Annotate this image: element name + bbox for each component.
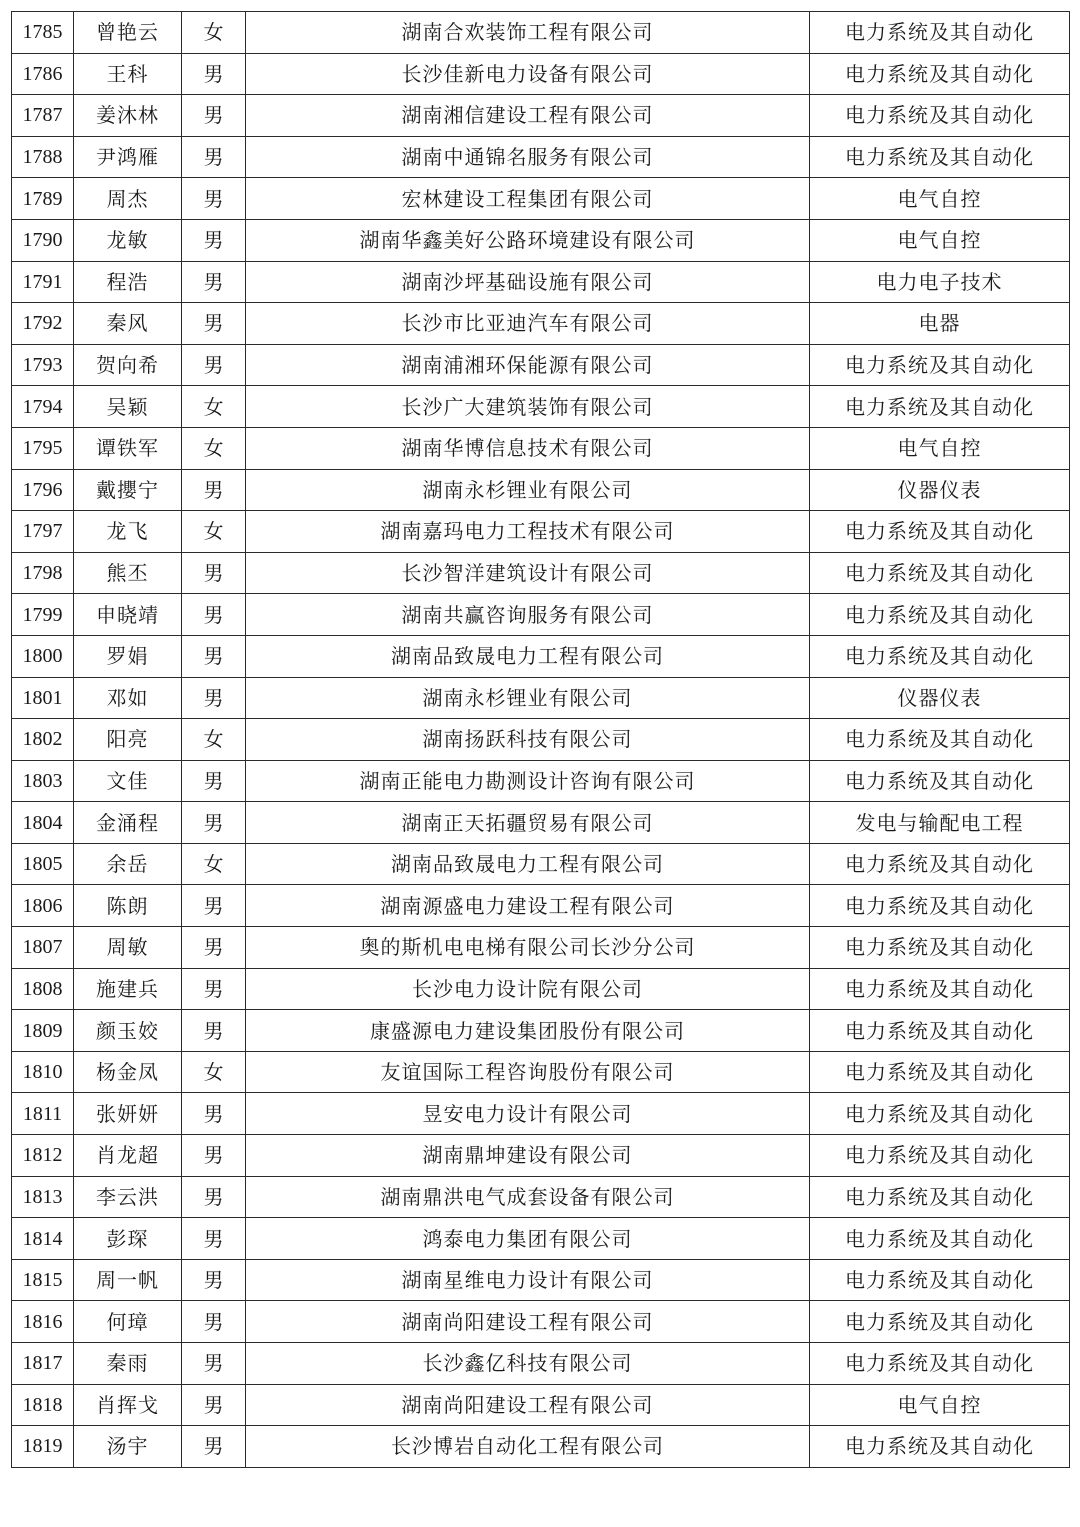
major-cell: 电气自控 [810,427,1070,469]
table-row [12,1051,1070,1093]
major-cell: 电力系统及其自动化 [810,719,1070,761]
major-cell: 电力系统及其自动化 [810,635,1070,677]
major-cell: 电力系统及其自动化 [810,927,1070,969]
company-cell: 湖南品致晟电力工程有限公司 [246,635,810,677]
company-cell: 长沙鑫亿科技有限公司 [246,1343,810,1385]
row-number-cell: 1813 [12,1176,74,1218]
company-cell: 宏林建设工程集团有限公司 [246,178,810,220]
gender-cell: 男 [182,95,246,137]
name-cell: 余岳 [74,843,182,885]
name-cell: 施建兵 [74,968,182,1010]
table-row [12,427,1070,469]
major-cell: 电力系统及其自动化 [810,1176,1070,1218]
gender-cell: 男 [182,1093,246,1135]
major-cell: 电力系统及其自动化 [810,1259,1070,1301]
gender-cell: 男 [182,802,246,844]
row-number-cell: 1816 [12,1301,74,1343]
gender-cell: 女 [182,719,246,761]
company-cell: 湖南星维电力设计有限公司 [246,1259,810,1301]
row-number-cell: 1806 [12,885,74,927]
table-row [12,885,1070,927]
name-cell: 周杰 [74,178,182,220]
row-number-cell: 1811 [12,1093,74,1135]
row-number-cell: 1819 [12,1426,74,1468]
gender-cell: 男 [182,1343,246,1385]
company-cell: 湖南源盛电力建设工程有限公司 [246,885,810,927]
major-cell: 电气自控 [810,219,1070,261]
company-cell: 湖南浦湘环保能源有限公司 [246,344,810,386]
gender-cell: 男 [182,1259,246,1301]
major-cell: 电力系统及其自动化 [810,885,1070,927]
name-cell: 周一帆 [74,1259,182,1301]
table-row [12,53,1070,95]
major-cell: 电力系统及其自动化 [810,1426,1070,1468]
row-number-cell: 1793 [12,344,74,386]
gender-cell: 男 [182,261,246,303]
row-number-cell: 1796 [12,469,74,511]
company-cell: 湖南品致晟电力工程有限公司 [246,843,810,885]
table-row [12,469,1070,511]
name-cell: 邓如 [74,677,182,719]
gender-cell: 男 [182,219,246,261]
gender-cell: 男 [182,927,246,969]
gender-cell: 男 [182,594,246,636]
table-row [12,178,1070,220]
gender-cell: 女 [182,843,246,885]
major-cell: 电力电子技术 [810,261,1070,303]
row-number-cell: 1803 [12,760,74,802]
major-cell: 电力系统及其自动化 [810,344,1070,386]
table-row [12,677,1070,719]
row-number-cell: 1818 [12,1384,74,1426]
major-cell: 电力系统及其自动化 [810,594,1070,636]
row-number-cell: 1792 [12,303,74,345]
table-row [12,719,1070,761]
company-cell: 长沙市比亚迪汽车有限公司 [246,303,810,345]
name-cell: 文佳 [74,760,182,802]
company-cell: 康盛源电力建设集团股份有限公司 [246,1010,810,1052]
major-cell: 仪器仪表 [810,469,1070,511]
name-cell: 秦雨 [74,1343,182,1385]
major-cell: 电力系统及其自动化 [810,1135,1070,1177]
name-cell: 周敏 [74,927,182,969]
name-cell: 申晓靖 [74,594,182,636]
major-cell: 电力系统及其自动化 [810,1010,1070,1052]
gender-cell: 女 [182,12,246,54]
row-number-cell: 1814 [12,1218,74,1260]
table-row [12,136,1070,178]
table-row [12,552,1070,594]
major-cell: 电力系统及其自动化 [810,760,1070,802]
major-cell: 电力系统及其自动化 [810,136,1070,178]
table-row [12,802,1070,844]
table-row [12,1384,1070,1426]
company-cell: 湖南合欢装饰工程有限公司 [246,12,810,54]
gender-cell: 男 [182,885,246,927]
name-cell: 何璋 [74,1301,182,1343]
company-cell: 奥的斯机电电梯有限公司长沙分公司 [246,927,810,969]
company-cell: 湖南沙坪基础设施有限公司 [246,261,810,303]
company-cell: 长沙广大建筑装饰有限公司 [246,386,810,428]
company-cell: 湖南尚阳建设工程有限公司 [246,1301,810,1343]
table-row [12,968,1070,1010]
table-row [12,594,1070,636]
row-number-cell: 1807 [12,927,74,969]
company-cell: 长沙智洋建筑设计有限公司 [246,552,810,594]
name-cell: 杨金凤 [74,1051,182,1093]
name-cell: 阳亮 [74,719,182,761]
table-row [12,843,1070,885]
major-cell: 电力系统及其自动化 [810,968,1070,1010]
name-cell: 李云洪 [74,1176,182,1218]
name-cell: 罗娟 [74,635,182,677]
name-cell: 熊丕 [74,552,182,594]
row-number-cell: 1795 [12,427,74,469]
company-cell: 湖南鼎洪电气成套设备有限公司 [246,1176,810,1218]
gender-cell: 男 [182,136,246,178]
table-row [12,1135,1070,1177]
name-cell: 尹鸿雁 [74,136,182,178]
table-row [12,95,1070,137]
row-number-cell: 1804 [12,802,74,844]
company-cell: 湖南尚阳建设工程有限公司 [246,1384,810,1426]
roster-table-body [12,12,1070,1468]
company-cell: 昱安电力设计有限公司 [246,1093,810,1135]
table-row [12,635,1070,677]
gender-cell: 男 [182,53,246,95]
row-number-cell: 1786 [12,53,74,95]
major-cell: 发电与输配电工程 [810,802,1070,844]
row-number-cell: 1817 [12,1343,74,1385]
gender-cell: 女 [182,511,246,553]
name-cell: 姜沐林 [74,95,182,137]
row-number-cell: 1815 [12,1259,74,1301]
row-number-cell: 1790 [12,219,74,261]
company-cell: 湖南永杉锂业有限公司 [246,469,810,511]
major-cell: 仪器仪表 [810,677,1070,719]
row-number-cell: 1800 [12,635,74,677]
major-cell: 电力系统及其自动化 [810,511,1070,553]
name-cell: 汤宇 [74,1426,182,1468]
company-cell: 长沙电力设计院有限公司 [246,968,810,1010]
major-cell: 电力系统及其自动化 [810,386,1070,428]
table-row [12,1093,1070,1135]
gender-cell: 男 [182,968,246,1010]
company-cell: 鸿泰电力集团有限公司 [246,1218,810,1260]
gender-cell: 男 [182,178,246,220]
name-cell: 肖龙超 [74,1135,182,1177]
name-cell: 张妍妍 [74,1093,182,1135]
row-number-cell: 1785 [12,12,74,54]
name-cell: 颜玉姣 [74,1010,182,1052]
company-cell: 湖南正能电力勘测设计咨询有限公司 [246,760,810,802]
name-cell: 程浩 [74,261,182,303]
major-cell: 电力系统及其自动化 [810,552,1070,594]
name-cell: 谭铁军 [74,427,182,469]
major-cell: 电力系统及其自动化 [810,1343,1070,1385]
gender-cell: 男 [182,677,246,719]
row-number-cell: 1801 [12,677,74,719]
name-cell: 陈朗 [74,885,182,927]
name-cell: 贺向希 [74,344,182,386]
row-number-cell: 1809 [12,1010,74,1052]
name-cell: 曾艳云 [74,12,182,54]
company-cell: 湖南扬跃科技有限公司 [246,719,810,761]
table-row [12,1218,1070,1260]
company-cell: 湖南华博信息技术有限公司 [246,427,810,469]
gender-cell: 男 [182,469,246,511]
row-number-cell: 1788 [12,136,74,178]
major-cell: 电力系统及其自动化 [810,1051,1070,1093]
table-row [12,927,1070,969]
company-cell: 湖南共赢咨询服务有限公司 [246,594,810,636]
table-row [12,1010,1070,1052]
row-number-cell: 1794 [12,386,74,428]
row-number-cell: 1805 [12,843,74,885]
row-number-cell: 1789 [12,178,74,220]
company-cell: 湖南永杉锂业有限公司 [246,677,810,719]
table-row [12,303,1070,345]
name-cell: 秦风 [74,303,182,345]
gender-cell: 男 [182,1135,246,1177]
gender-cell: 女 [182,386,246,428]
name-cell: 龙飞 [74,511,182,553]
row-number-cell: 1797 [12,511,74,553]
company-cell: 湖南嘉玛电力工程技术有限公司 [246,511,810,553]
major-cell: 电力系统及其自动化 [810,1093,1070,1135]
company-cell: 湖南中通锦名服务有限公司 [246,136,810,178]
row-number-cell: 1808 [12,968,74,1010]
company-cell: 长沙佳新电力设备有限公司 [246,53,810,95]
row-number-cell: 1812 [12,1135,74,1177]
company-cell: 湖南正天拓疆贸易有限公司 [246,802,810,844]
name-cell: 彭琛 [74,1218,182,1260]
row-number-cell: 1791 [12,261,74,303]
gender-cell: 男 [182,303,246,345]
row-number-cell: 1810 [12,1051,74,1093]
gender-cell: 男 [182,1301,246,1343]
gender-cell: 男 [182,1384,246,1426]
table-row [12,344,1070,386]
roster-table [11,11,1070,1468]
gender-cell: 男 [182,760,246,802]
table-row [12,261,1070,303]
major-cell: 电气自控 [810,1384,1070,1426]
gender-cell: 男 [182,1426,246,1468]
name-cell: 龙敏 [74,219,182,261]
gender-cell: 男 [182,1218,246,1260]
table-row [12,386,1070,428]
gender-cell: 男 [182,635,246,677]
company-cell: 湖南湘信建设工程有限公司 [246,95,810,137]
table-row [12,1259,1070,1301]
company-cell: 长沙博岩自动化工程有限公司 [246,1426,810,1468]
gender-cell: 女 [182,1051,246,1093]
table-row [12,760,1070,802]
major-cell: 电器 [810,303,1070,345]
name-cell: 王科 [74,53,182,95]
row-number-cell: 1798 [12,552,74,594]
company-cell: 湖南华鑫美好公路环境建设有限公司 [246,219,810,261]
table-row [12,1301,1070,1343]
major-cell: 电力系统及其自动化 [810,1218,1070,1260]
table-row [12,1176,1070,1218]
gender-cell: 男 [182,1010,246,1052]
row-number-cell: 1802 [12,719,74,761]
name-cell: 吴颖 [74,386,182,428]
name-cell: 金涌程 [74,802,182,844]
table-row [12,511,1070,553]
gender-cell: 男 [182,552,246,594]
name-cell: 戴攖宁 [74,469,182,511]
name-cell: 肖挥戈 [74,1384,182,1426]
row-number-cell: 1799 [12,594,74,636]
table-row [12,12,1070,54]
major-cell: 电力系统及其自动化 [810,843,1070,885]
major-cell: 电力系统及其自动化 [810,53,1070,95]
major-cell: 电力系统及其自动化 [810,12,1070,54]
gender-cell: 男 [182,1176,246,1218]
major-cell: 电气自控 [810,178,1070,220]
major-cell: 电力系统及其自动化 [810,95,1070,137]
table-row [12,1426,1070,1468]
company-cell: 友谊国际工程咨询股份有限公司 [246,1051,810,1093]
gender-cell: 女 [182,427,246,469]
table-row [12,1343,1070,1385]
table-row [12,219,1070,261]
gender-cell: 男 [182,344,246,386]
row-number-cell: 1787 [12,95,74,137]
company-cell: 湖南鼎坤建设有限公司 [246,1135,810,1177]
major-cell: 电力系统及其自动化 [810,1301,1070,1343]
